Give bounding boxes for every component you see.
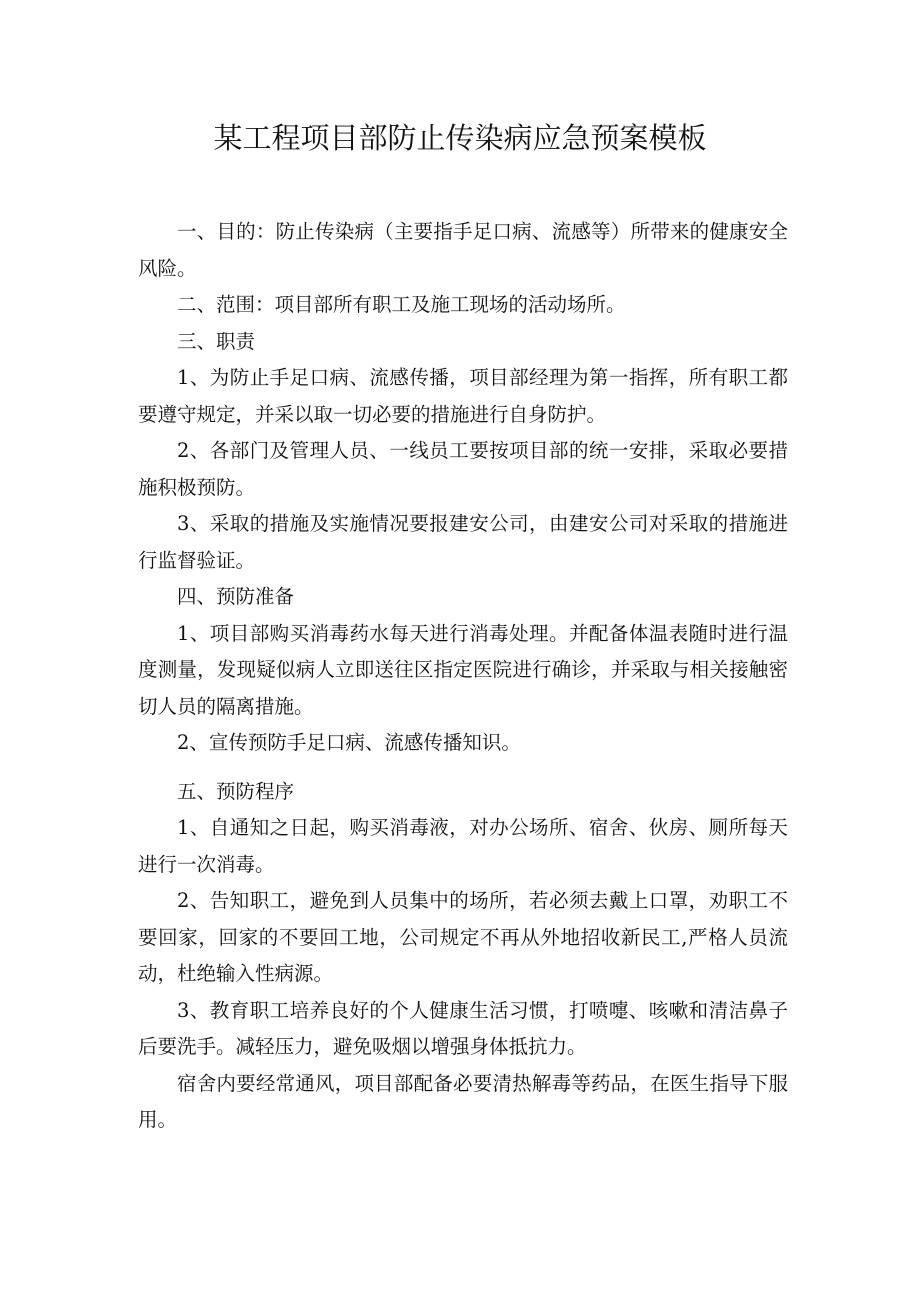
section-procedure-heading: 五、预防程序 (177, 779, 295, 803)
dormitory-note: 宿舍内要经常通风，项目部配备必要清热解毒等药品，在医生指导下服用。 (138, 1071, 788, 1131)
section-purpose: 一、目的：防止传染病（主要指手足口病、流感等）所带来的健康安全风险。 (138, 220, 788, 280)
procedure-item-3: 3、教育职工培养良好的个人健康生活习惯，打喷嚏、咳嗽和清洁鼻子后要洗手。减轻压力，避免吸烟以增强身体抵抗力。 (138, 998, 788, 1058)
section-preparation-heading: 四、预防准备 (177, 585, 295, 608)
procedure-item-1: 1、自通知之日起，购买消毒液，对办公场所、宿舍、伙房、厕所每天进行一次消毒。 (138, 816, 788, 876)
responsibility-item-3: 3、采取的措施及实施情况要报建安公司，由建安公司对采取的措施进行监督验证。 (138, 512, 788, 572)
preparation-item-1: 1、项目部购买消毒药水每天进行消毒处理。并配备体温表随时进行温度测量，发现疑似病人立即送往区指定医院进行确诊，并采取与相关接触密切人员的隔离措施。 (138, 621, 788, 718)
section-scope: 二、范围：项目部所有职工及施工现场的活动场所。 (177, 293, 626, 316)
procedure-item-2: 2、告知职工，避免到人员集中的场所，若必须去戴上口罩，劝职工不要回家，回家的不要回工地，公司规定不再从外地招收新民工,严格人员流动，杜绝输入性病源。 (138, 889, 788, 985)
preparation-item-2: 2、宣传预防手足口病、流感传播知识。 (177, 731, 521, 754)
responsibility-item-1: 1、为防止手足口病、流感传播，项目部经理为第一指挥，所有职工都要遵守规定，并采以取一切必要的措施进行自身防护。 (138, 366, 788, 426)
document-title: 某工程项目部防止传染病应急预案模板 (213, 121, 707, 155)
document-body (138, 214, 788, 1139)
responsibility-item-2: 2、各部门及管理人员、一线员工要按项目部的统一安排，采取必要措施积极预防。 (138, 439, 788, 499)
section-responsibilities-heading: 三、职责 (177, 329, 256, 353)
